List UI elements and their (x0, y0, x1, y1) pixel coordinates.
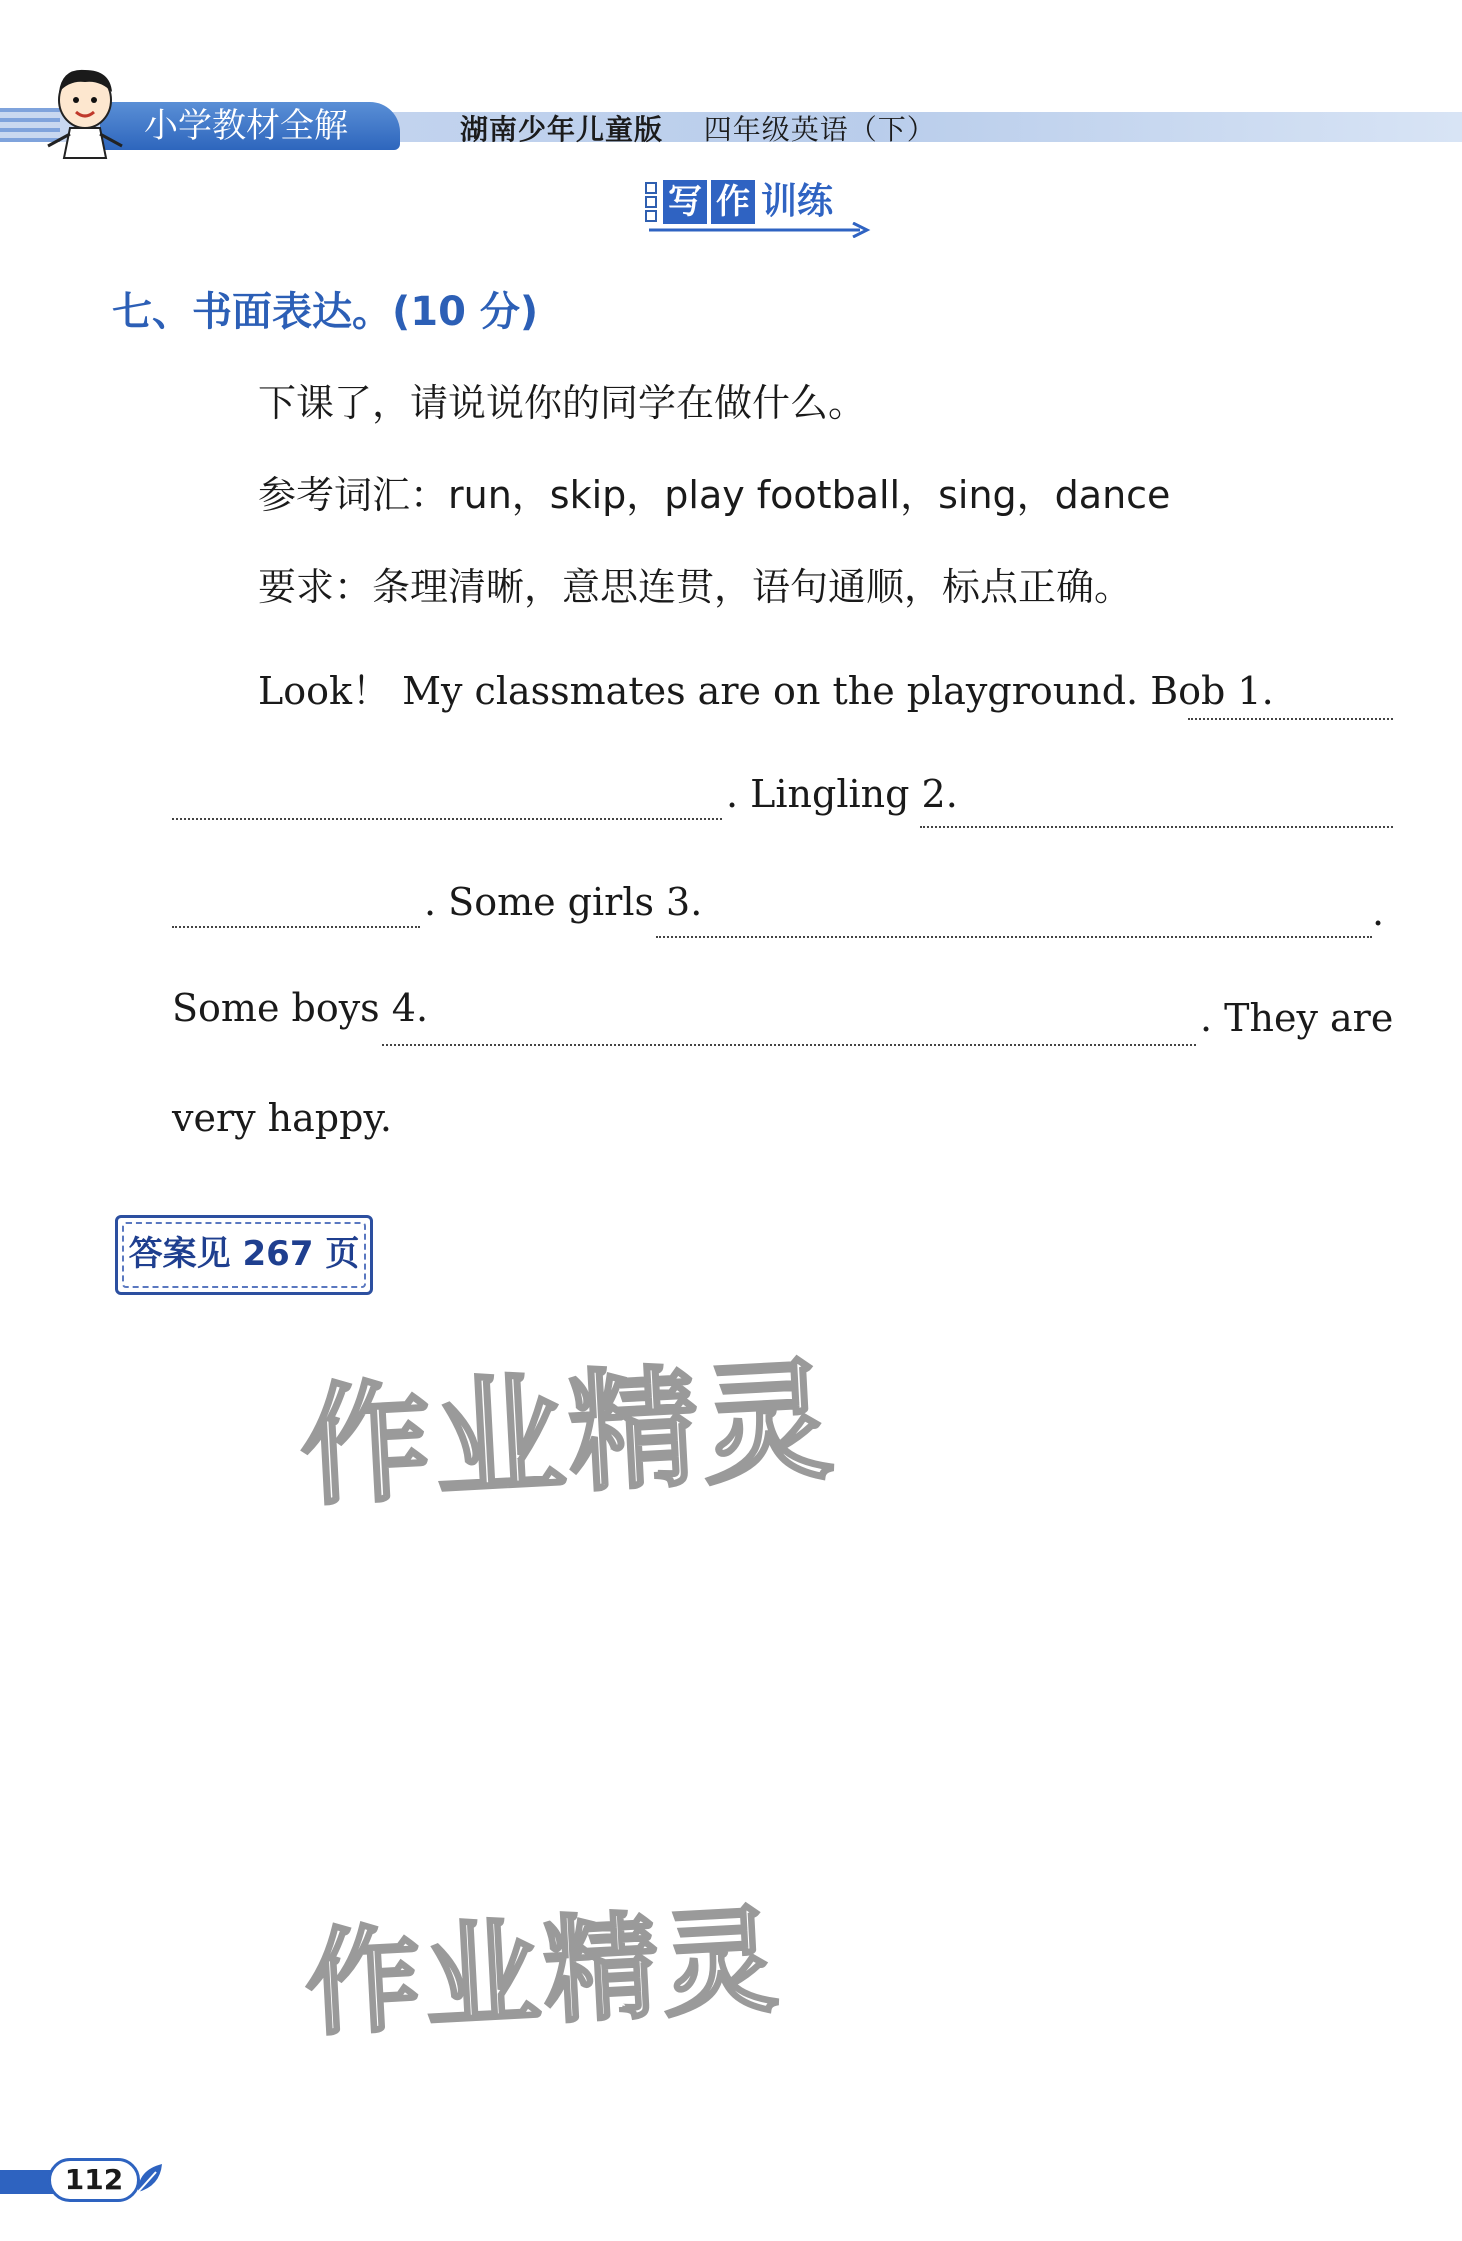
answer-note: 答案见 267 页 (128, 1234, 360, 1274)
header-info (460, 108, 936, 148)
question-prompt: 下课了，请说说你的同学在做什么。 (258, 381, 867, 425)
page-header (0, 100, 1462, 150)
leaf-icon (132, 2160, 166, 2196)
passage-line-1: Look！ My classmates are on the playground. Bob 1. (258, 669, 1274, 713)
passage-line-5: very happy. (172, 1096, 392, 1140)
blank-1a[interactable] (1188, 718, 1393, 720)
blank-2b[interactable] (172, 926, 420, 928)
grade-label: 四年级英语（下） (703, 113, 936, 146)
badge-square (645, 210, 657, 222)
page-number: 112 (48, 2158, 140, 2202)
requirement: 要求：条理清晰，意思连贯，语句通顺，标点正确。 (258, 565, 1133, 609)
section-box-2: 作 (711, 180, 755, 224)
section-badge (645, 178, 875, 238)
publisher: 湖南少年儿童版 (460, 113, 664, 146)
badge-square (645, 196, 657, 208)
blank-4[interactable] (382, 1044, 1196, 1046)
mascot-icon (40, 62, 130, 162)
vocab-list: 参考词汇：run，skip，play football，sing，dance (258, 473, 1171, 517)
passage-line-3: . Some girls 3. (424, 880, 703, 924)
watermark-1: 作业精灵 (296, 1344, 841, 1524)
passage-line-3-end: . (1372, 890, 1385, 934)
section-plain: 训练 (761, 181, 834, 222)
passage-line-2: . Lingling 2. (726, 772, 958, 816)
watermark-2: 作业精灵 (302, 1893, 785, 2053)
passage-line-4: Some boys 4. (172, 986, 429, 1030)
badge-square (645, 182, 657, 194)
question-title: 七、书面表达。(10 分) (112, 289, 539, 335)
blank-3[interactable] (656, 936, 1372, 938)
badge-arrow-icon (645, 222, 875, 238)
blank-2a[interactable] (920, 826, 1393, 828)
blank-1b[interactable] (172, 818, 722, 820)
book-title: 小学教材全解 (100, 102, 400, 150)
section-box-1: 写 (663, 180, 707, 224)
answer-note-box (115, 1215, 373, 1295)
passage-line-4-end: . They are (1200, 996, 1394, 1040)
